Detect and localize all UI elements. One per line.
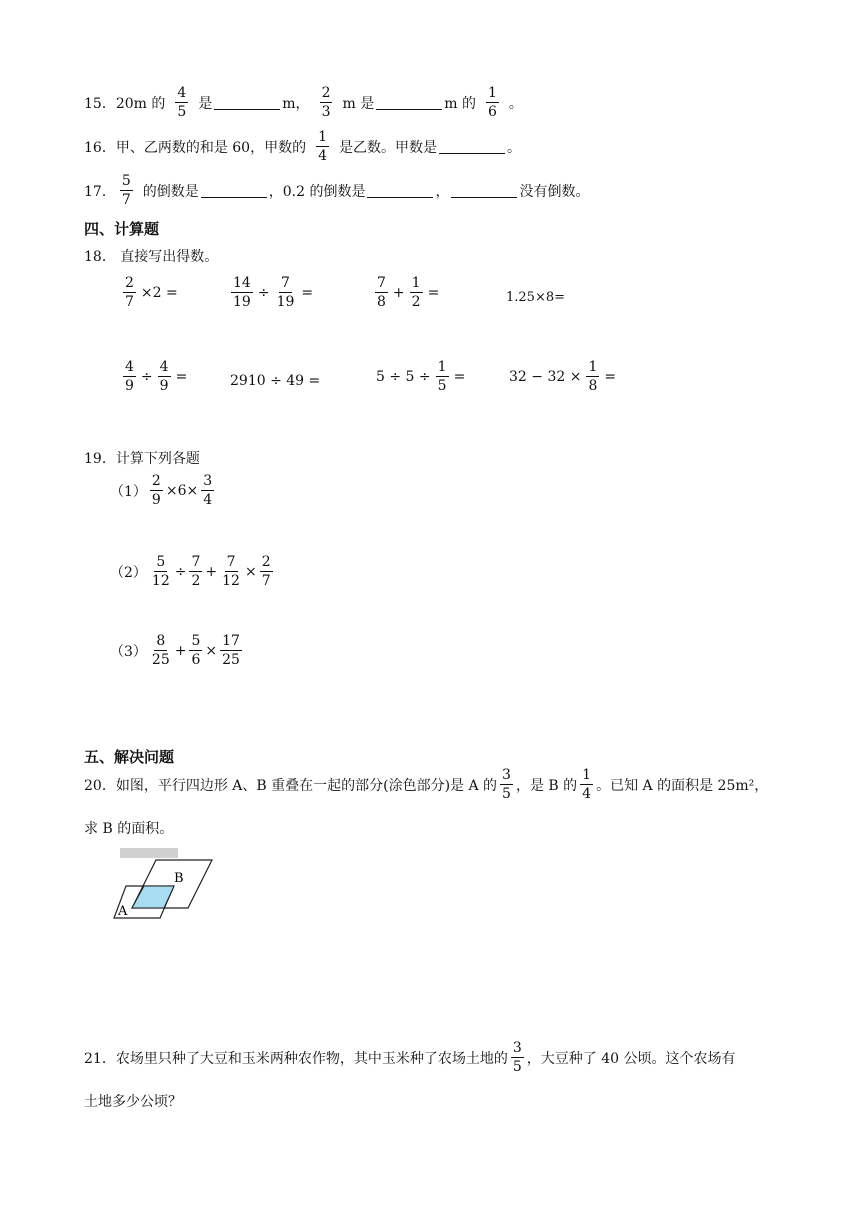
q15-text-5: m 的 [444, 95, 476, 112]
question-21-line-2: 土地多少公顷？ [84, 1094, 182, 1110]
q19-part-3: （3） $\frac{8}{25}$ + $\frac{5}{6}$ × $\frac{17}{25}$ [110, 633, 240, 668]
question-20-line-2: 求 B 的面积。 [84, 821, 174, 837]
q19-p3-fraction-1: $\frac{8}{25}$ [151, 633, 170, 668]
q21-text-1: 21．农场里只种了大豆和玉米两种农作物，其中玉米种了农场土地的 [84, 1050, 508, 1067]
q17-blank-3[interactable] [451, 183, 517, 198]
q18-e2-fraction-1: $\frac{14}{19}$ [233, 275, 251, 310]
q19-p1-fraction-1: $\frac{2}{9}$ [151, 473, 161, 508]
q17-text-3: ，0.2 的倒数是 [268, 183, 366, 200]
q17-text-2: 的倒数是 [142, 183, 199, 200]
q15-fraction-3: $\frac{1}{6}$ [487, 85, 497, 120]
q18-expr-5: $\frac{4}{9}$ ÷ $\frac{4}{9}$ = [125, 359, 188, 394]
q18-expr-6: 2910 ÷ 49 = [230, 373, 321, 389]
q15-blank-2[interactable] [376, 95, 442, 110]
q17-fraction-1: $\frac{5}{7}$ [121, 173, 131, 208]
q18-e5-fraction-2: $\frac{4}{9}$ [159, 359, 169, 394]
q18-expr-8: 32 − 32 × $\frac{1}{8}$ = [509, 359, 617, 394]
q18-expr-7: 5 ÷ 5 ÷ $\frac{1}{5}$ = [376, 359, 466, 394]
q16-text-2: 是乙数。甲数是 [339, 139, 438, 156]
q21-text-2: ，大豆种了 40 公顷。这个农场有 [526, 1050, 736, 1067]
q15-fraction-2: $\frac{2}{3}$ [321, 85, 331, 120]
q17-text-4: ， [435, 183, 450, 200]
q15-text-3: m， [282, 95, 310, 112]
q20-text-1: 20．如图，平行四边形 A、B 重叠在一起的部分(涂色部分)是 A 的 [84, 777, 498, 794]
section-heading-5: 五、解决问题 [84, 748, 175, 766]
q18-expr-1: $\frac{2}{7}$ ×2 = [125, 275, 178, 310]
q16-text-1: 16．甲、乙两数的和是 60，甲数的 [84, 139, 307, 156]
q17-text-1: 17． [84, 183, 116, 200]
q19-p3-fraction-3: $\frac{17}{25}$ [222, 633, 240, 668]
q15-blank-1[interactable] [214, 95, 280, 110]
overlap-shaded-region [132, 886, 174, 908]
q15-text-4: m 是 [342, 95, 375, 112]
q17-blank-2[interactable] [367, 183, 433, 198]
q19-part-1: （1） $\frac{2}{9}$ ×6× $\frac{3}{4}$ [110, 473, 213, 508]
q18-e2-fraction-2: $\frac{7}{19}$ [276, 275, 295, 310]
q19-p2-fraction-4: $\frac{2}{7}$ [261, 554, 271, 589]
q19-part-2: （2） $\frac{5}{12}$ ÷ $\frac{7}{2}$ + $\frac{7}{12}$ × $\frac{2}{7}$ [110, 554, 271, 589]
parallelogram-figure [110, 846, 220, 930]
question-15 [84, 86, 523, 119]
q19-p2-fraction-2: $\frac{7}{2}$ [191, 554, 201, 589]
q18-expr-4: 1.25×8= [506, 290, 566, 305]
q15-fraction-1: $\frac{4}{5}$ [177, 85, 187, 120]
q18-e3-fraction-2: $\frac{1}{2}$ [411, 275, 421, 310]
question-21-line-1 [84, 1041, 735, 1074]
q18-expr-3: $\frac{7}{8}$ + $\frac{1}{2}$ = [377, 275, 440, 310]
q19-p3-label: （3） [110, 643, 147, 660]
question-17 [84, 174, 589, 207]
q19-p2-fraction-1: $\frac{5}{12}$ [151, 554, 170, 589]
q18-e3-fraction-1: $\frac{7}{8}$ [377, 275, 386, 310]
q18-e7-fraction: $\frac{1}{5}$ [437, 359, 447, 394]
section-heading-4: 四、计算题 [84, 220, 160, 238]
q16-text-3: 。 [507, 139, 522, 156]
question-20-line-1 [84, 768, 768, 801]
q19-p1-fraction-2: $\frac{3}{4}$ [203, 473, 213, 508]
q19-p2-fraction-3: $\frac{7}{12}$ [222, 554, 240, 589]
q18-e1-fraction: $\frac{2}{7}$ [125, 275, 134, 310]
q15-text-1: 15．20m 的 [84, 95, 166, 112]
q18-title: 18． 直接写出得数。 [84, 249, 219, 265]
q20-fraction-1: $\frac{3}{5}$ [502, 767, 511, 802]
q19-p3-fraction-2: $\frac{5}{6}$ [191, 633, 201, 668]
q18-e8-fraction: $\frac{1}{8}$ [588, 359, 598, 394]
q21-fraction-1: $\frac{3}{5}$ [512, 1040, 522, 1075]
q16-fraction-1: $\frac{1}{4}$ [318, 129, 328, 164]
q20-fraction-2: $\frac{1}{4}$ [582, 767, 592, 802]
label-a: A [118, 904, 128, 919]
q18-e5-fraction-1: $\frac{4}{9}$ [125, 359, 134, 394]
q17-blank-1[interactable] [201, 183, 267, 198]
question-16 [84, 130, 521, 163]
q16-blank-1[interactable] [439, 139, 505, 154]
q20-text-2: ，是 B 的 [515, 777, 578, 794]
q18-expr-2: $\frac{14}{19}$ ÷ $\frac{7}{19}$ = [233, 275, 314, 310]
q19-p1-label: （1） [110, 483, 147, 500]
label-b: B [174, 871, 184, 886]
q15-text-6: 。 [508, 95, 523, 112]
q19-p2-label: （2） [110, 564, 147, 581]
figure-top-shade [120, 848, 178, 858]
q20-text-3: 。已知 A 的面积是 25m²， [596, 777, 769, 794]
q15-text-2: 是 [198, 95, 213, 112]
q17-text-5: 没有倒数。 [519, 183, 590, 200]
q19-title: 19．计算下列各题 [84, 451, 200, 467]
